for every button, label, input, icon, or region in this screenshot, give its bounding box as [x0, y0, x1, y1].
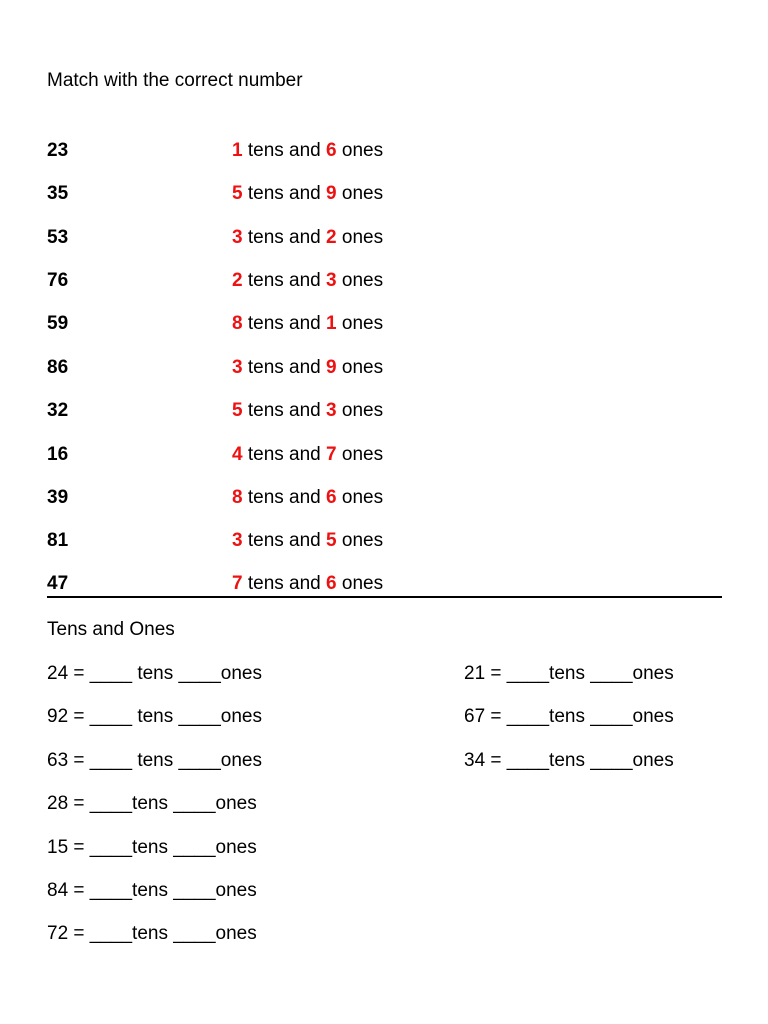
tens-ones-phrase: [232, 444, 383, 466]
match-row: [47, 400, 447, 422]
ones-digit: 9: [326, 183, 337, 204]
ones-digit: 9: [326, 357, 337, 378]
match-row: [47, 140, 447, 162]
equation-left: 24 = ____ tens ____ones: [47, 663, 262, 684]
equation-right: 34 = ____tens ____ones: [464, 750, 674, 771]
match-number: 86: [47, 357, 69, 378]
tens-and-text: tens and: [242, 357, 327, 378]
ones-digit: 1: [326, 313, 337, 334]
equation-left: 28 = ____tens ____ones: [47, 793, 257, 814]
section-divider: [47, 596, 722, 598]
tens-digit: 5: [232, 183, 243, 204]
tens-and-text: tens and: [242, 573, 327, 594]
tens-digit: 8: [232, 487, 243, 508]
tens-ones-phrase: [232, 357, 383, 379]
tens-and-text: tens and: [242, 183, 327, 204]
match-row: [47, 357, 447, 379]
tens-digit: 3: [232, 530, 243, 551]
equation-left: 84 = ____tens ____ones: [47, 880, 257, 901]
tens-digit: 5: [232, 400, 243, 421]
match-row: [47, 444, 447, 466]
ones-text: ones: [336, 140, 384, 161]
match-number: 39: [47, 487, 69, 508]
ones-digit: 7: [326, 444, 337, 465]
match-row: [47, 313, 447, 335]
tens-ones-phrase: [232, 227, 383, 249]
equation-left: 72 = ____tens ____ones: [47, 923, 257, 944]
ones-digit: 3: [326, 400, 337, 421]
section-title-tens-and-ones: Tens and Ones: [47, 619, 175, 640]
ones-text: ones: [336, 227, 384, 248]
tens-ones-phrase: [232, 400, 383, 422]
match-number: 47: [47, 573, 69, 594]
tens-digit: 1: [232, 140, 243, 161]
tens-digit: 4: [232, 444, 243, 465]
tens-ones-phrase: [232, 140, 383, 162]
ones-text: ones: [336, 487, 384, 508]
tens-digit: 8: [232, 313, 243, 334]
tens-ones-phrase: [232, 270, 383, 292]
tens-digit: 7: [232, 573, 243, 594]
tens-digit: 3: [232, 357, 243, 378]
ones-digit: 6: [326, 573, 337, 594]
tens-ones-phrase: [232, 530, 383, 552]
match-row: [47, 573, 447, 595]
ones-digit: 2: [326, 227, 337, 248]
match-row: [47, 530, 447, 552]
ones-digit: 6: [326, 140, 337, 161]
tens-and-text: tens and: [242, 444, 327, 465]
match-row: [47, 487, 447, 509]
match-row: [47, 227, 447, 249]
tens-and-text: tens and: [242, 313, 327, 334]
match-row: [47, 270, 447, 292]
ones-digit: 5: [326, 530, 337, 551]
tens-ones-phrase: [232, 183, 383, 205]
ones-text: ones: [336, 400, 384, 421]
ones-digit: 3: [326, 270, 337, 291]
match-number: 59: [47, 313, 69, 334]
ones-text: ones: [336, 444, 384, 465]
match-row: [47, 183, 447, 205]
match-number: 81: [47, 530, 69, 551]
tens-ones-phrase: [232, 487, 383, 509]
tens-and-text: tens and: [242, 270, 327, 291]
match-number: 53: [47, 227, 69, 248]
worksheet-title: Match with the correct number: [47, 70, 303, 91]
equation-right: 67 = ____tens ____ones: [464, 706, 674, 727]
ones-text: ones: [336, 530, 384, 551]
tens-and-text: tens and: [242, 487, 327, 508]
equation-right: 21 = ____tens ____ones: [464, 663, 674, 684]
equation-left: 63 = ____ tens ____ones: [47, 750, 262, 771]
tens-ones-phrase: [232, 573, 383, 595]
tens-ones-phrase: [232, 313, 383, 335]
tens-and-text: tens and: [242, 530, 327, 551]
tens-and-text: tens and: [242, 140, 327, 161]
equation-left: 92 = ____ tens ____ones: [47, 706, 262, 727]
match-number: 35: [47, 183, 69, 204]
match-number: 16: [47, 444, 69, 465]
ones-digit: 6: [326, 487, 337, 508]
tens-digit: 3: [232, 227, 243, 248]
ones-text: ones: [336, 183, 384, 204]
match-number: 76: [47, 270, 69, 291]
ones-text: ones: [336, 573, 384, 594]
match-number: 23: [47, 140, 69, 161]
ones-text: ones: [336, 357, 384, 378]
ones-text: ones: [336, 313, 384, 334]
equation-left: 15 = ____tens ____ones: [47, 837, 257, 858]
ones-text: ones: [336, 270, 384, 291]
tens-and-text: tens and: [242, 227, 327, 248]
match-number: 32: [47, 400, 69, 421]
tens-and-text: tens and: [242, 400, 327, 421]
tens-digit: 2: [232, 270, 243, 291]
